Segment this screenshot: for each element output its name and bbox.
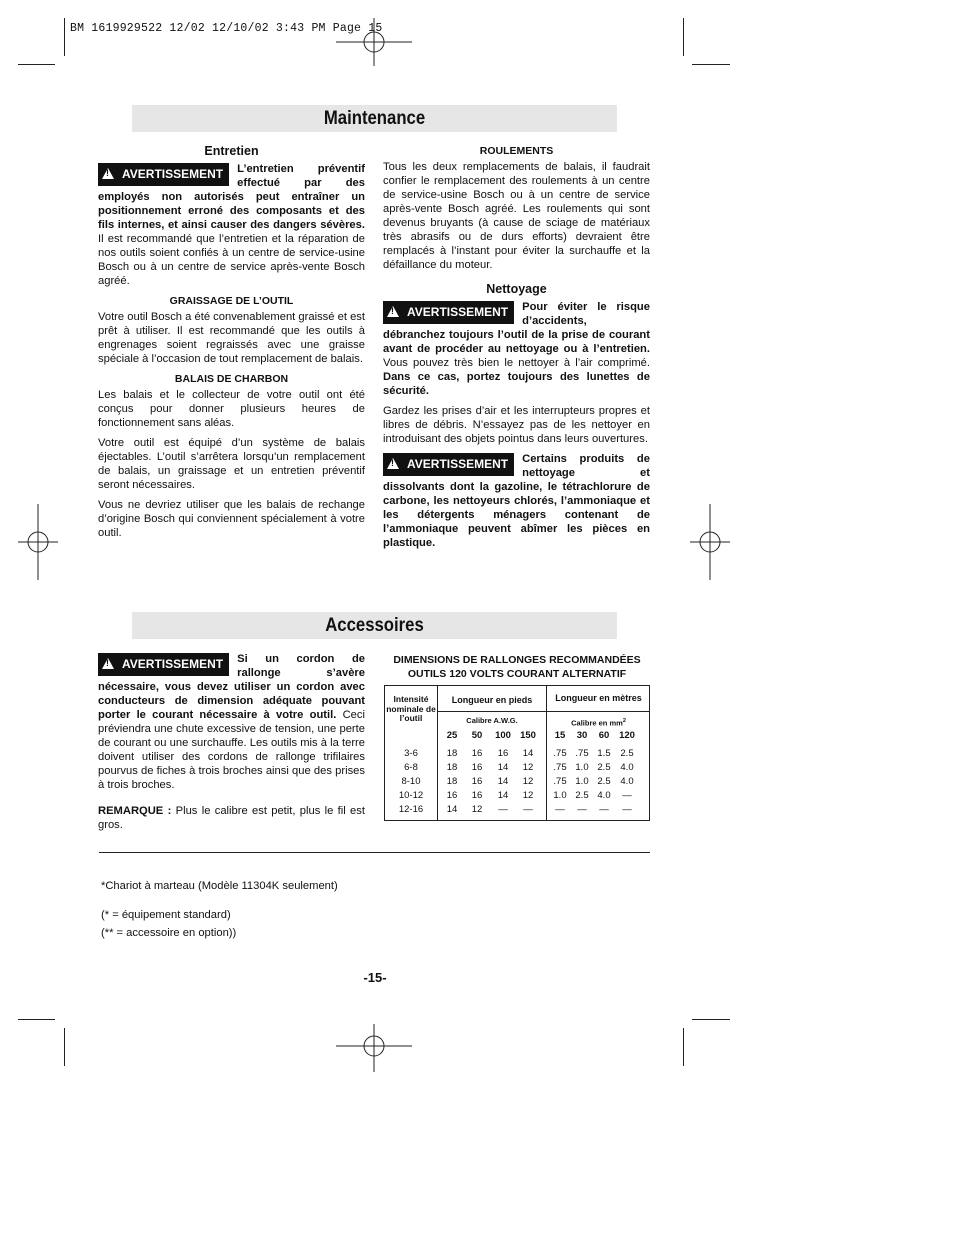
nettoyage-text: Gardez les prises d’air et les interrupteurs propres et libres de débris. N’essayez pas de les nettoyer en introduisant des objets pointus dans leurs ouvertures. [383, 405, 650, 445]
table-title-line-1: DIMENSIONS DE RALLONGES RECOMMANDÉES [393, 654, 641, 666]
maintenance-right-column [383, 144, 650, 556]
table-cell: 16 [471, 762, 483, 773]
table-cell: 1.0 [575, 776, 589, 787]
registration-mark-icon [336, 1024, 412, 1072]
maintenance-title: Maintenance [132, 105, 617, 132]
crop-mark [692, 1019, 730, 1020]
table-cell: 1.5 [597, 748, 611, 759]
table-cell: .75 [575, 748, 589, 759]
warning-triangle-icon [102, 658, 114, 669]
page-number: -15- [363, 970, 387, 985]
warning-badge: !AVERTISSEMENT [383, 453, 514, 476]
registration-mark-icon [18, 504, 58, 580]
crop-mark [18, 64, 55, 65]
table-cell-rating: 6-8 [404, 762, 418, 773]
table-cell: .75 [553, 762, 567, 773]
table-cell-rating: 10-12 [398, 790, 424, 801]
warning-triangle-icon [387, 458, 399, 469]
table-cell: 1.0 [553, 790, 567, 801]
warning-badge: !AVERTISSEMENT [98, 653, 229, 676]
crop-mark [64, 1028, 65, 1066]
remark-paragraph [98, 804, 365, 832]
entretien-warning-bold: L’entretien préventif effectué par des employés non autorisés peut entraîner un positionnement erroné des composants et des fils internes, et ainsi causer des dangers sévères. [98, 163, 365, 231]
balais-heading: BALAIS DE CHARBON [174, 373, 289, 385]
crop-mark [683, 1028, 684, 1066]
table-header-cell: 120 [619, 730, 635, 741]
entretien-warning-paragraph [98, 162, 365, 288]
table-cell-rating: 3-6 [404, 748, 418, 759]
table-header-cell: 100 [495, 730, 511, 741]
graissage-heading: GRAISSAGE DE L’OUTIL [169, 295, 294, 307]
roulements-text: Tous les deux remplacements de balais, il faudrait confier le remplacement des roulements à un centre de service-usine Bosch ou à un centre de service après-vente Bosch agréé. Les roulements qui sont devenus bruyants (à cause de sciage de matériaux très abrasifs ou de durs efforts) devraient être remplacés à l’instant pour éviter la surchauffe et la défaillance du moteur. [383, 161, 650, 271]
table-cell: — [622, 804, 632, 815]
balais-text-2: Votre outil est équipé d’un système de balais éjectables. L’outil s’arrêtera lorsqu’un remplacement de balais, un graissage et un entretien préventif seront nécessaires. [98, 437, 365, 491]
table-header-cell: 15 [554, 730, 566, 741]
table-cell: 12 [522, 762, 534, 773]
table-header-rating: Intensité nominale de l’outil [386, 694, 436, 723]
table-subheader-mm: Calibre en $mm^2$ [571, 718, 626, 728]
table-cell: 18 [446, 748, 458, 759]
registration-mark-icon [336, 18, 412, 66]
warning-triangle-icon [387, 306, 399, 317]
table-cell: 16 [471, 790, 483, 801]
graissage-text: Votre outil Bosch a été convenablement graissé et est prêt à utiliser. Il est recommandé que les outils à engrenages soient regraissés avec une graisse spéciale à l’occasion de tout remplacement de balais. [98, 311, 365, 365]
maintenance-left-column [98, 144, 365, 546]
accessoires-left-column [98, 652, 365, 838]
table-header-cell: 150 [520, 730, 536, 741]
table-cell: 14 [497, 762, 509, 773]
registration-mark-icon [690, 504, 730, 580]
footnote-standard: (* = équipement standard) [101, 909, 231, 921]
table-cell: .75 [553, 748, 567, 759]
table-cell: 2.5 [620, 748, 634, 759]
balais-text-1: Les balais et le collecteur de votre outil ont été conçus pour donner plusieurs heures de fonctionnement sans aléas. [98, 389, 365, 429]
table-cell: — [599, 804, 609, 815]
entretien-heading: Entretien [204, 144, 259, 158]
table-cell: — [523, 804, 533, 815]
accessoires-warning-paragraph: !AVERTISSEMENT Si un cordon de rallonge s’avère nécessaire, vous devez utiliser un cordon avec conducteurs de dimension adéquate pouvant porter le courant nécessaire à votre outil. Ceci préviendra une chute excessive de tension, une perte de courant ou une surchauffe. Les outils mis à la terre doivent utiliser des cordons de rallonge trifilaires pourvus de fiches à trois broches ainsi que des prises à trois broches. [98, 652, 365, 792]
table-cell: .75 [553, 776, 567, 787]
table-cell: 12 [522, 776, 534, 787]
table-cell: 16 [497, 748, 509, 759]
table-cell: 2.5 [575, 790, 589, 801]
table-header-cell: 25 [446, 730, 458, 741]
print-header: BM 1619929522 12/02 12/10/02 3:43 PM Page 15 [70, 22, 383, 35]
crop-mark [683, 18, 684, 56]
entretien-warning-text: Il est recommandé que l’entretien et la réparation de nos outils soient confiés à un centre de service-usine Bosch ou à un centre de service après-vente Bosch agréé. [98, 233, 365, 287]
warning-triangle-icon [102, 168, 114, 179]
table-cell: 14 [446, 804, 458, 815]
table-cell: — [577, 804, 587, 815]
table-header-cell: 50 [471, 730, 483, 741]
table-cell: 2.5 [597, 776, 611, 787]
nettoyage-warning-2: !AVERTISSEMENT Certains produits de nettoyage et dissolvants dont la gazoline, le tétrachlorure de carbone, les nettoyeurs chlorés, l’ammoniaque et les détergents ménagers contenant de l’ammoniaque peuvent abîmer les pièces en plastique. [383, 452, 650, 550]
table-cell: 4.0 [620, 762, 634, 773]
table-cell-rating: 8-10 [401, 776, 421, 787]
table-header-meters: Longueur en mètres [555, 693, 642, 703]
table-divider [546, 685, 547, 821]
table-divider [437, 711, 650, 712]
remark-text: Plus le calibre est petit, plus le fil est gros. [98, 805, 365, 831]
footer-rule [99, 852, 650, 853]
table-cell: 14 [522, 748, 534, 759]
table-header-feet: Longueur en pieds [451, 695, 533, 705]
table-header-cell: 30 [576, 730, 588, 741]
table-cell: 16 [471, 776, 483, 787]
table-cell: 2.5 [597, 762, 611, 773]
crop-mark [692, 64, 730, 65]
table-cell: — [622, 790, 632, 801]
nettoyage-warning-1: !AVERTISSEMENT Pour éviter le risque d’accidents, débranchez toujours l’outil de la prise de courant avant de procéder au nettoyage ou à l’entretien. Vous pouvez très bien le nettoyer à l’air comprimé. Dans ce cas, portez toujours des lunettes de sécurité. [383, 300, 650, 398]
warning-badge: !AVERTISSEMENT [98, 163, 229, 186]
nettoyage-heading: Nettoyage [486, 282, 547, 296]
balais-text-3: Vous ne devriez utiliser que les balais de rechange d’origine Bosch qui conviennent spécialement à votre outil. [98, 499, 365, 539]
remark-label: REMARQUE : [98, 805, 172, 817]
table-title [384, 653, 650, 681]
table-cell: 18 [446, 776, 458, 787]
table-cell: 4.0 [597, 790, 611, 801]
accessoires-title: Accessoires [132, 612, 617, 639]
table-cell-rating: 12-16 [398, 804, 424, 815]
table-header-cell: 60 [598, 730, 610, 741]
table-cell: 12 [522, 790, 534, 801]
table-cell: 12 [471, 804, 483, 815]
warning-badge: !AVERTISSEMENT [383, 301, 514, 324]
crop-mark [64, 18, 65, 56]
roulements-heading: ROULEMENTS [479, 145, 554, 157]
table-cell: — [498, 804, 508, 815]
footnote-optional: (** = accessoire en option)) [101, 927, 237, 939]
table-cell: — [555, 804, 565, 815]
table-cell: 14 [497, 776, 509, 787]
table-subheader-awg: Calibre A.W.G. [466, 716, 518, 725]
footnote-chariot: *Chariot à marteau (Modèle 11304K seulement) [101, 880, 338, 892]
table-cell: 16 [471, 748, 483, 759]
table-cell: 4.0 [620, 776, 634, 787]
crop-mark [18, 1019, 55, 1020]
table-title-line-2: OUTILS 120 VOLTS COURANT ALTERNATIF [407, 668, 627, 680]
table-cell: 1.0 [575, 762, 589, 773]
table-cell: 16 [446, 790, 458, 801]
table-cell: 18 [446, 762, 458, 773]
table-cell: 14 [497, 790, 509, 801]
